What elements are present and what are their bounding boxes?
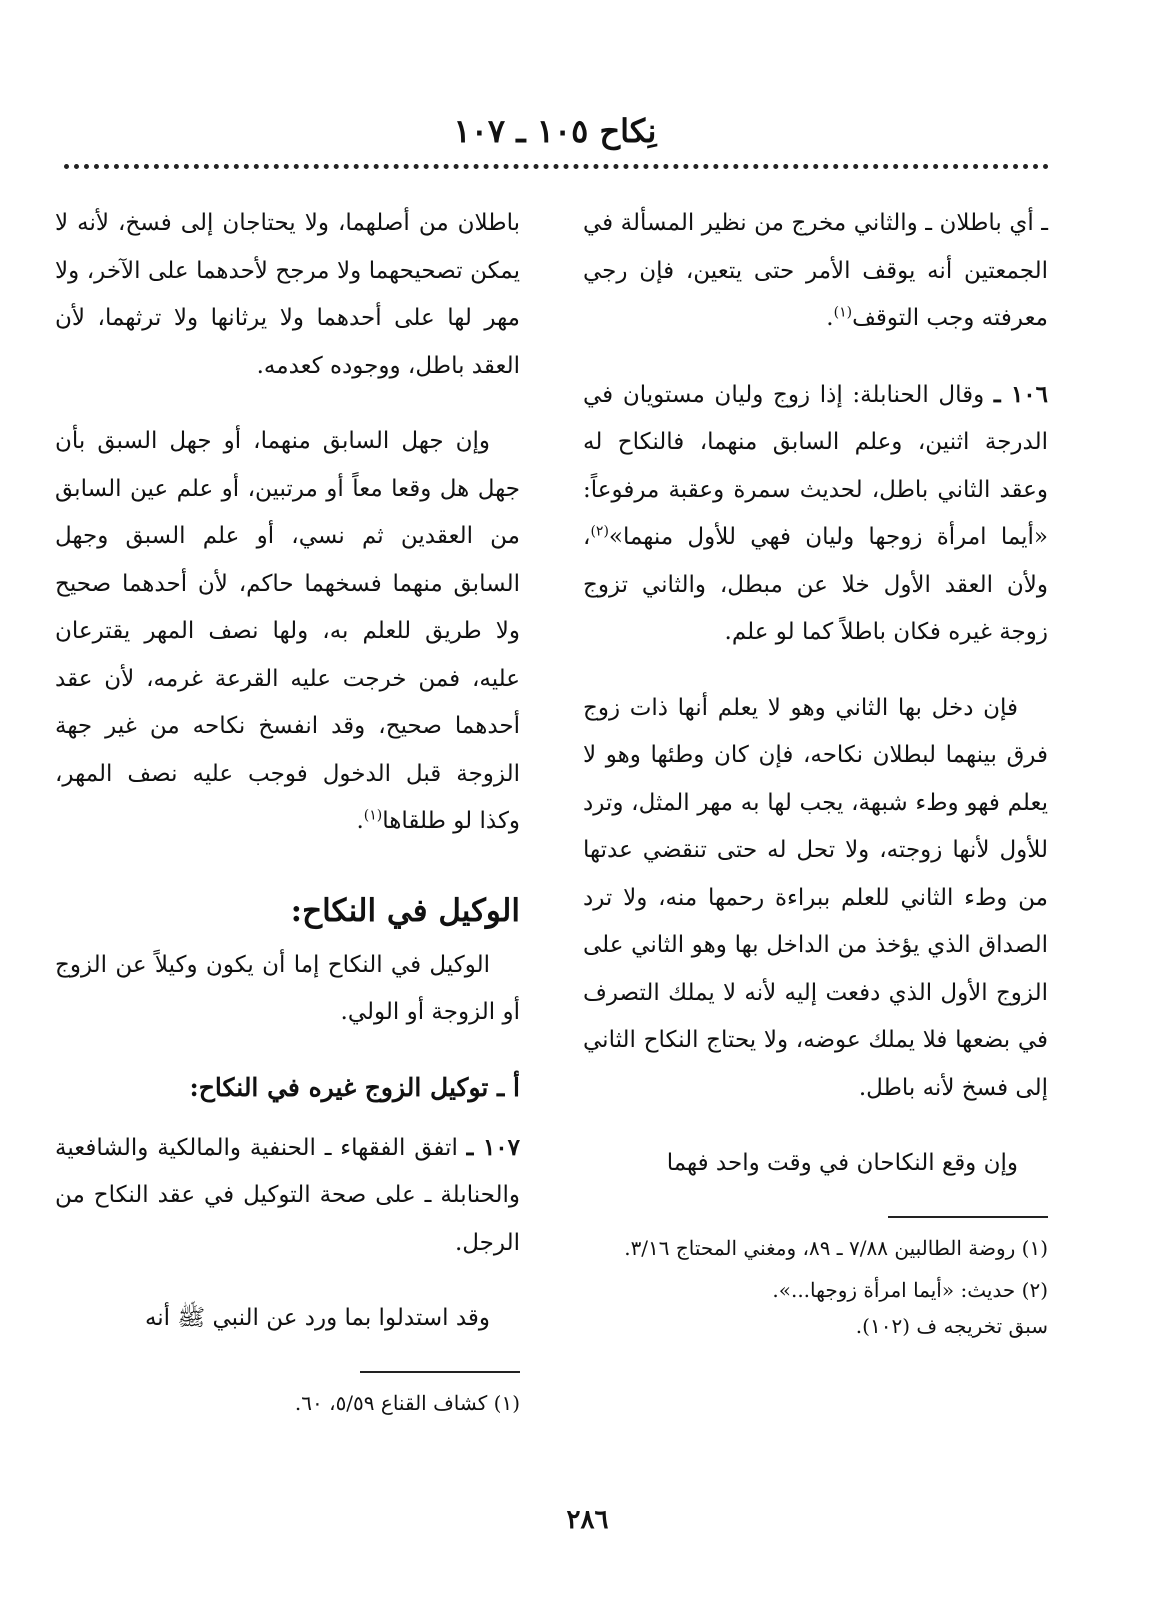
right-column <box>583 200 1048 1350</box>
paragraph: ـ أي باطلان ـ والثاني مخرج من نظير المسألة في الجمعتين أنه يوقف الأمر حتى يتعين، فإن رجي معرفته وجب التوقف$^{(١)}$. <box>583 210 1048 331</box>
footnote-divider <box>360 1371 520 1373</box>
paragraph: الوكيل في النكاح إما أن يكون وكيلاً عن الزوج أو الزوجة أو الولي. <box>55 951 520 1025</box>
paragraph: وإن جهل السابق منهما، أو جهل السبق بأن جهل هل وقعا معاً أو مرتبين، أو علم عين السابق من العقدين ثم نسي، أو علم السبق وجهل السابق منهما فسخهما حاكم، لأن أحدهما صحيح ولا طريق للعلم به، ولها نصف المهر يقترعان عليه، فمن خرجت عليه القرعة غرمه، لأن عقد أحدهما صحيح، وقد انفسخ نكاحه من غير جهة الزوجة قبل الدخول فوجب عليه نصف المهر، وكذا لو طلقاها$^{(١)}$. <box>55 428 520 834</box>
paragraph: باطلان من أصلهما، ولا يحتاجان إلى فسخ، لأنه لا يمكن تصحيحهما ولا مرجح لأحدهما على الآخر، ولا مهر لها على أحدهما ولا يرثانها ولا ترثهما، لأن العقد باطل، ووجوده كعدمه. <box>55 210 520 379</box>
section-number: ١٠٧ ـ <box>466 1133 520 1161</box>
paragraph-107: ١٠٧ ـ اتفق الفقهاء ـ الحنفية والمالكية والشافعية والحنابلة ـ على صحة التوكيل في عقد النكاح من الرجل. <box>55 1133 520 1256</box>
section-number: ١٠٦ ـ <box>993 380 1048 408</box>
dotted-divider <box>64 164 1049 169</box>
subsection-heading: أ ـ توكيل الزوج غيره في النكاح: <box>189 1072 520 1102</box>
paragraph-106: ١٠٦ ـ وقال الحنابلة: إذا زوج وليان مستويان في الدرجة اثنين، وعلم السابق منهما، فالنكاح له وعقد الثاني باطل، لحديث سمرة وعقبة مرفوعاً: «أيما امرأة زوجها وليان فهي للأول منهما»$^{(٢)}$، ولأن العقد الأول خلا عن مبطل، والثاني تزوج زوجة غيره فكان باطلاً كما لو علم. <box>583 380 1048 645</box>
page-number: ٢٨٦ <box>566 1505 609 1535</box>
footnote-divider <box>888 1216 1048 1218</box>
footnote: (١) روضة الطالبين ٧/٨٨ ـ ٨٩، ومغني المحتاج ٣/١٦. <box>624 1235 1048 1260</box>
footnote: (٢) حديث: «أيما امرأة زوجها...». سبق تخريجه ف (١٠٢). <box>772 1277 1048 1338</box>
paragraph: وقد استدلوا بما ورد عن النبي ﷺ أنه <box>144 1305 490 1331</box>
section-heading: الوكيل في النكاح: <box>290 892 520 929</box>
page-title: نِكاح ١٠٥ ـ ١٠٧ <box>453 112 657 150</box>
left-column <box>55 200 520 1427</box>
footnote: (١) كشاف القناع ٥/٥٩، ٦٠. <box>294 1390 520 1415</box>
footnote-ref[interactable]: (١) <box>833 304 853 321</box>
paragraph: وإن وقع النكاحان في وقت واحد فهما <box>666 1150 1018 1176</box>
footnote-ref[interactable]: (٢) <box>590 523 609 540</box>
paragraph: فإن دخل بها الثاني وهو لا يعلم أنها ذات زوج فرق بينهما لبطلان نكاحه، فإن كان وطئها وهو لا يعلم فهو وطء شبهة، يجب لها به مهر المثل، وترد للأول لأنها زوجته، ولا تحل له حتى تنقضي عدتها من وطء الثاني للعلم ببراءة رحمها منه، ولا ترد الصداق الذي يؤخذ من الداخل بها وهو الثاني على الزوج الأول الذي دفعت إليه لأنه لا يملك التصرف في بضعها فلا يملك عوضه، ولا يحتاج النكاح الثاني إلى فسخ لأنه باطل. <box>583 694 1048 1101</box>
footnote-ref[interactable]: (١) <box>363 807 383 824</box>
